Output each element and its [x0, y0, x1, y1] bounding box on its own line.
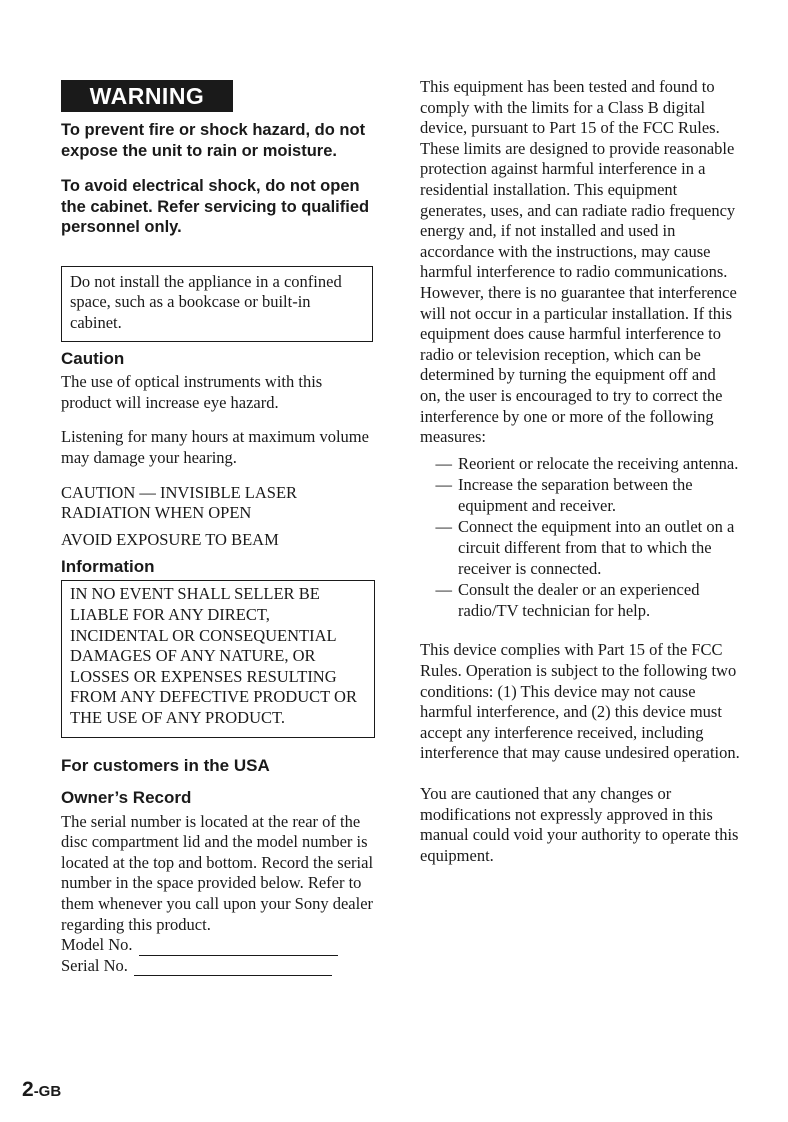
- serial-number-field[interactable]: [61, 956, 375, 977]
- model-number-label: Model No.: [61, 935, 133, 955]
- fcc-compliance-text: This device complies with Part 15 of the FCC Rules. Operation is subject to the following two conditions: (1) This device may not cause harmful interference, and (2) this device must accept any interference received, including interference that may cause undesired operation.: [420, 640, 740, 763]
- caution-volume-text: Listening for many hours at maximum volume may damage your hearing.: [61, 427, 369, 468]
- install-notice-box: [61, 266, 373, 343]
- laser-caution-line2: RADIATION WHEN OPEN: [61, 503, 252, 523]
- dash-bullet: —: [435, 475, 452, 495]
- list-item: [420, 475, 740, 516]
- owners-record-text: The serial number is located at the rear of the disc compartment lid and the model number is located at the top and bottom. Record the serial number in the space provided below. Refer to them whenever you call upon your Sony dealer regarding this product.: [61, 811, 374, 934]
- fcc-intro-text: This equipment has been tested and found to comply with the limits for a Class B digital device, pursuant to Part 15 of the FCC Rules. These limits are designed to provide reasonable protection against harmful interference in a residential installation. This equipment generates, uses, and can radiate radio frequency energy and, if not installed and used in accordance with the instructions, may cause harmful interference to radio communications. However, there is no guarantee that interference will not occur in a particular installation. If this equipment does cause harmful interference to radio or television reception, which can be determined by turning the equipment off and on, the user is encouraged to try to correct the interference by one or more of the following measures:: [420, 77, 737, 447]
- caution-optical-text: The use of optical instruments with this product will increase eye hazard.: [61, 372, 323, 412]
- measure-text: Increase the separation between the equipment and receiver.: [458, 475, 693, 515]
- laser-caution-line3: AVOID EXPOSURE TO BEAM: [61, 529, 279, 549]
- dash-bullet: —: [435, 517, 452, 537]
- dash-bullet: —: [435, 580, 452, 600]
- laser-caution-line1: CAUTION — INVISIBLE LASER: [61, 482, 298, 502]
- install-notice-text: Do not install the appliance in a confined space, such as a bookcase or built-in cabinet.: [70, 271, 342, 332]
- owners-record-heading: Owner’s Record: [61, 787, 192, 807]
- left-column: [61, 80, 375, 976]
- information-heading: Information: [61, 557, 155, 577]
- measure-text: Consult the dealer or an experienced radio/TV technician for help.: [458, 580, 700, 620]
- list-item: [420, 517, 740, 579]
- fcc-modifications-text: You are cautioned that any changes or modifications not expressly approved in this manual could void your authority to operate this equipment.: [420, 784, 739, 865]
- warning-text-shock: To avoid electrical shock, do not open the cabinet. Refer servicing to qualified personnel only.: [61, 177, 370, 236]
- model-number-blank[interactable]: [139, 940, 338, 956]
- page-number-suffix: -GB: [33, 1083, 62, 1100]
- dash-bullet: —: [435, 453, 452, 473]
- caution-heading: Caution: [61, 349, 125, 369]
- model-number-field[interactable]: [61, 935, 375, 956]
- serial-number-blank[interactable]: [134, 960, 332, 976]
- right-column: [420, 77, 740, 866]
- list-item: [420, 454, 740, 475]
- information-text: IN NO EVENT SHALL SELLER BE LIABLE FOR ANY DIRECT, INCIDENTAL OR CONSEQUENTIAL DAMAGES OF ANY NATURE, OR LOSSES OR EXPENSES RESULTING FROM ANY DEFECTIVE PRODUCT OR THE USE OF ANY PRODUCT.: [70, 584, 357, 727]
- fcc-measures-list: [420, 454, 740, 622]
- warning-text-fire: To prevent fire or shock hazard, do not expose the unit to rain or moisture.: [61, 121, 366, 160]
- page-number: [22, 1078, 61, 1102]
- page-number-value: 2: [22, 1078, 34, 1101]
- measure-text: Connect the equipment into an outlet on a circuit different from that to which the receiver is connected.: [458, 517, 735, 578]
- usa-heading: For customers in the USA: [61, 755, 270, 775]
- list-item: [420, 580, 740, 621]
- information-box: [61, 580, 375, 737]
- measure-text: Reorient or relocate the receiving antenna.: [458, 453, 739, 473]
- serial-number-label: Serial No.: [61, 955, 128, 975]
- warning-label: WARNING: [61, 80, 233, 112]
